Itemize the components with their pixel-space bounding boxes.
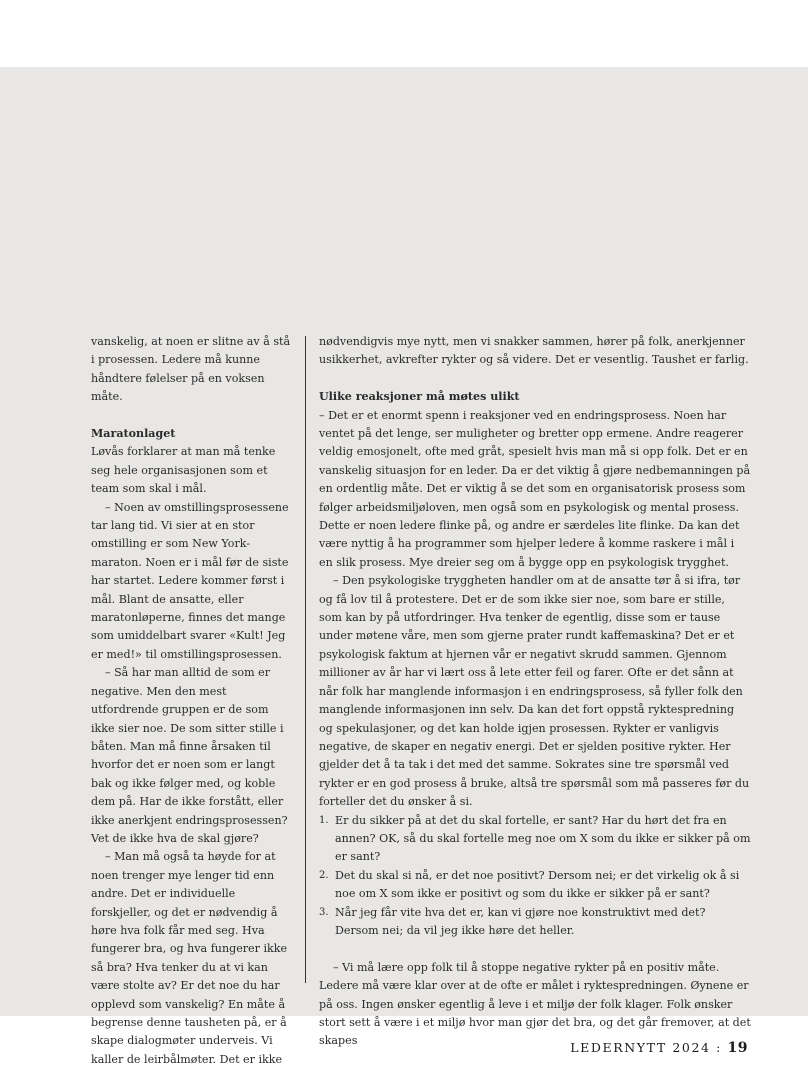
publication-name: LEDERNYTT 2024 : xyxy=(570,1040,722,1055)
paragraph: – Så har man alltid de som er negative. Men den mest utfordrende gruppen er de som ikke sier noe. De som sitter stille i båten. Man må finne årsaken til hvorfor det er noen som er langt bak og ikke følger med, og koble dem på. Har de ikke forstått, eller ikke anerkjent endringsprosessen? Vet de ikke hva de skal gjøre? xyxy=(91,666,288,845)
list-number: 2. xyxy=(319,869,329,881)
list-item-text: Når jeg får vite hva det er, kan vi gjøre noe konstruktivt med det? Dersom nei; da vil jeg ikke høre det heller. xyxy=(335,905,706,937)
page-number: 19 xyxy=(727,1040,748,1056)
list-number: 3. xyxy=(319,906,329,918)
paragraph: – Den psykologiske tryggheten handler om at de ansatte tør å si ifra, tør og få lov til å protestere. Det er de som ikke sier noe, som bare er stille, som kan by på utfordringer. Hva tenker de egentlig, disse som er tause under møtene våre, men som gjerne prater rundt kaffemaskina? Det er et psykologisk faktum at hjernen vår er negativt skrudd sammen. Gjennom millioner av år har vi lært oss å lete etter feil og farer. Ofte er det sånn at når folk har manglende informasjon i en endringsprosess, så fyller folk den manglende informasjonen inn selv. Da kan det fort oppstå ryktespredning og spekulasjoner, og det kan holde igjen prosessen. Rykter er vanligvis negative, de skaper en negativ energi. Det er sjelden positive rykter. Her gjelder det å ta tak i det med det samme. Sokrates sine tre spørsmål ved rykter er en god prosess å bruke, altså tre spørsmål som må passeres før du forteller det du ønsker å si. xyxy=(319,574,750,809)
paragraph: vanskelig, at noen er slitne av å stå i prosessen. Ledere må kunne håndtere følelser på en voksen måte. xyxy=(91,335,291,404)
paragraph: – Vi må lære opp folk til å stoppe negative rykter på en positiv måte. Ledere må være klar over at de ofte er målet i ryktespredningen. Øynene er på oss. Ingen ønsker egentlig å leve i et miljø der folk klager. Folk ønsker stort sett å være i et miljø hvor man gjør det bra, og det går fremover, at det skapes xyxy=(319,960,751,1048)
right-column xyxy=(319,333,751,1051)
section-heading: Maratonlaget xyxy=(91,427,176,441)
list-item xyxy=(319,812,751,867)
list-item xyxy=(319,904,751,941)
list-item-text: Det du skal si nå, er det noe positivt? Dersom nei; er det virkelig ok å si noe om X som ikke er positivt og som du ikke er sikker på er sant? xyxy=(335,868,740,901)
paragraph: – Noen av omstillingsprosessene tar lang tid. Vi sier at en stor omstilling er som New York-maraton. Noen er i mål før de siste har startet. Ledere kommer først i mål. Blant de ansatte, eller maratonløperne, finnes det mange som umiddelbart svarer «Kult! Jeg er med!» til omstillingsprosessen. xyxy=(91,500,289,661)
list-item xyxy=(319,867,751,904)
paragraph: Løvås forklarer at man må tenke seg hele organisasjonen som et team som skal i mål. xyxy=(91,445,276,496)
section-heading: Ulike reaksjoner må møtes ulikt xyxy=(319,390,520,404)
paragraph: nødvendigvis mye nytt, men vi snakker sammen, hører på folk, anerkjenner usikkerhet, avkrefter rykter og så videre. Det er vesentlig. Taushet er farlig. xyxy=(319,335,749,367)
paragraph: – Det er et enormt spenn i reaksjoner ved en endringsprosess. Noen har ventet på det lenge, ser muligheter og bretter opp ermene. Andre reagerer veldig emosjonelt, ofte med gråt, spesielt hvis man må si opp folk. Det er en vanskelig situasjon for en leder. Da er det viktig å gjøre nedbemanningen på en ordentlig måte. Det er viktig å se det som en organisatorisk prosess som følger arbeidsmiljøloven, men også som en psykologisk og mental prosess. Dette er noen ledere flinke på, og andre er særdeles lite flinke. Da kan det være nyttig å ha programmer som hjelper ledere å komme raskere i mål i en slik prosess. Mye dreier seg om å bygge opp en psykologisk trygghet. xyxy=(319,408,751,569)
list-item-text: Er du sikker på at det du skal fortelle, er sant? Har du hørt det fra en annen? OK, så du skal fortelle meg noe om X som du ikke er sikker på om er sant? xyxy=(335,813,751,864)
list-number: 1. xyxy=(319,814,329,826)
column-divider xyxy=(305,336,306,983)
paragraph: – Man må også ta høyde for at noen trenger mye lenger tid enn andre. Det er individuelle forskjeller, og det er nødvendig å høre hva folk får med seg. Hva fungerer bra, og hva fungerer ikke så bra? Hva tenker du at vi kan være stolte av? Er det noe du har opplevd som vanskelig? En måte å begrense denne tausheten på, er å skape dialogmøter underveis. Vi kaller de leirbålmøter. Det er ikke xyxy=(91,850,288,1066)
left-column xyxy=(91,333,291,1069)
numbered-list xyxy=(319,812,751,941)
page-footer xyxy=(570,1040,748,1056)
